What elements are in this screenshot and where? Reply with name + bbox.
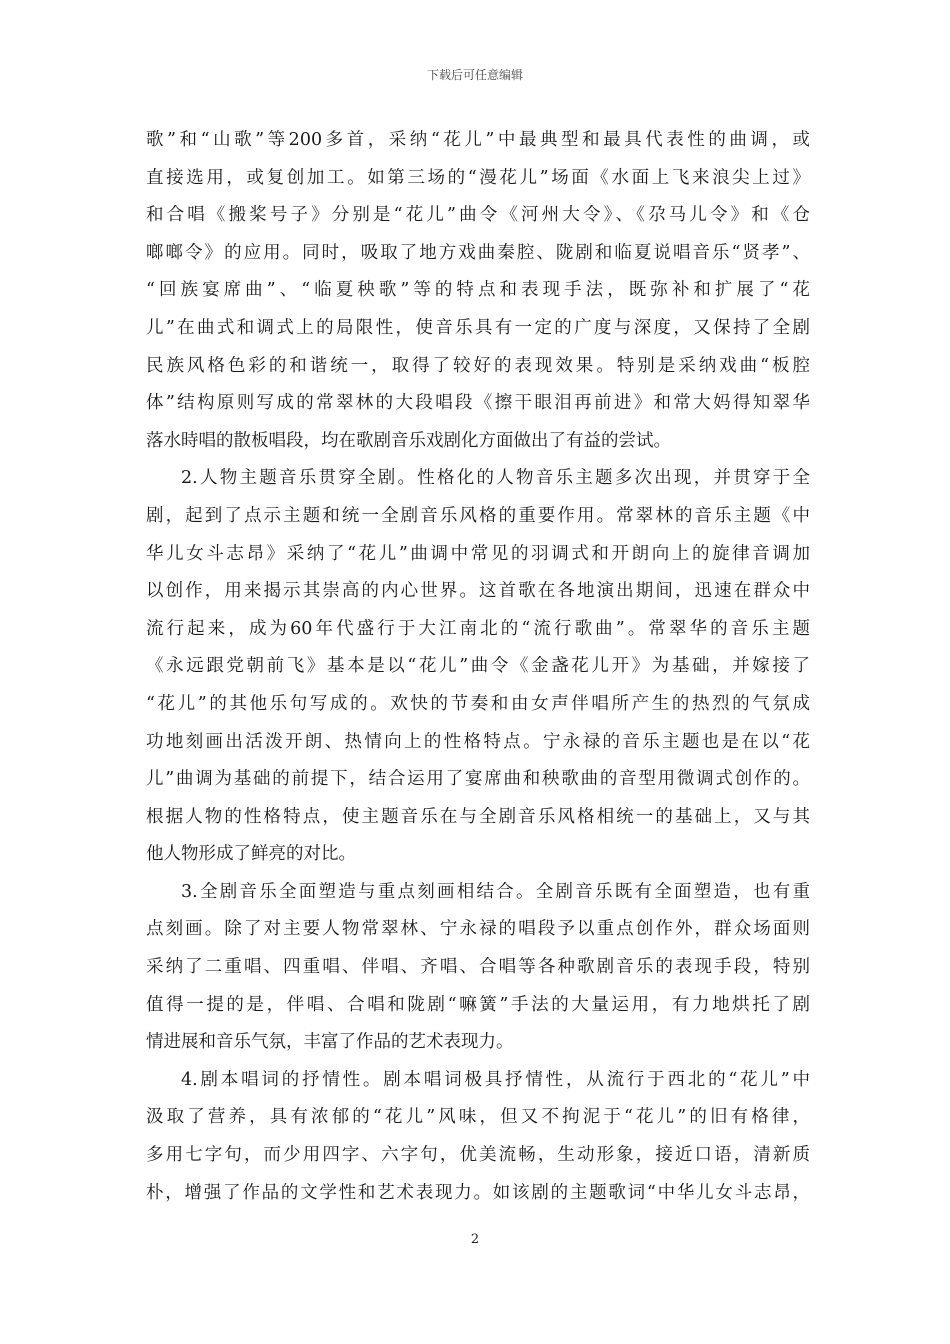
text-line: 和合唱《搬桨号子》分别是“花儿”曲令《河州大令》、《尕马儿令》和《仓 bbox=[146, 205, 810, 226]
text-line: 歌”和“山歌”等200多首，采纳“花儿”中最典型和最具代表性的曲调，或 bbox=[146, 130, 810, 150]
page-number: 2 bbox=[470, 1232, 480, 1247]
text-line: 情进展和音乐气氛，丰富了作品的艺术表现力。 bbox=[146, 1032, 514, 1053]
text-line: 以创作，用来揭示其崇高的内心世界。这首歌在各地演出期间，迅速在群众中 bbox=[146, 581, 810, 602]
text-line: 根据人物的性格特点，使主题音乐在与全剧音乐风格相统一的基础上，又与其 bbox=[146, 806, 810, 827]
text-line: 朴，增强了作品的文学性和艺术表现力。如该剧的主题歌词“中华儿女斗志昂， bbox=[146, 1182, 810, 1203]
text-line: 汲取了营养，具有浓郁的“花儿”风味，但又不拘泥于“花儿”的旧有格律， bbox=[146, 1107, 810, 1128]
text-line: 华儿女斗志昂》采纳了“花儿”曲调中常见的羽调式和开朗向上的旋律音调加 bbox=[146, 543, 810, 564]
text-line: 采纳了二重唱、四重唱、伴唱、齐唱、合唱等各种歌剧音乐的表现手段，特别 bbox=[146, 957, 810, 978]
text-line: 体”结构原则写成的常翠林的大段唱段《擦干眼泪再前进》和常大妈得知翠华 bbox=[146, 393, 810, 414]
text-line: 4.剧本唱词的抒情性。剧本唱词极具抒情性，从流行于西北的“花儿”中 bbox=[181, 1069, 810, 1090]
text-line: 落水時唱的散板唱段，均在歌剧音乐戏剧化方面做出了有益的尝试。 bbox=[146, 430, 671, 451]
text-line: 功地刻画出活泼开朗、热情向上的性格特点。宁永禄的音乐主题也是在以“花 bbox=[146, 731, 810, 752]
body-text bbox=[146, 122, 810, 1212]
text-line: 儿”在曲式和调式上的局限性，使音乐具有一定的广度与深度，又保持了全剧 bbox=[146, 317, 810, 338]
page-header: 下载后可任意编辑 bbox=[426, 68, 523, 82]
text-line: 儿”曲调为基础的前提下，结合运用了宴席曲和秧歌曲的音型用微调式创作的。 bbox=[146, 769, 810, 790]
text-line: 流行起来，成为60年代盛行于大江南北的“流行歌曲”。常翠华的音乐主题 bbox=[146, 618, 810, 639]
text-line: 他人物形成了鲜亮的对比。 bbox=[146, 844, 356, 865]
text-line: 《永远跟党朝前飞》基本是以“花儿”曲令《金盏花儿开》为基础，并嫁接了 bbox=[146, 656, 810, 677]
text-line: 剧，起到了点示主题和统一全剧音乐风格的重要作用。常翠林的音乐主题《中 bbox=[146, 505, 810, 526]
text-line: “回族宴席曲”、“临夏秧歌”等的特点和表现手法，既弥补和扩展了“花 bbox=[146, 280, 810, 301]
text-line: 2.人物主题音乐贯穿全剧。性格化的人物音乐主题多次出现，并贯穿于全 bbox=[181, 468, 810, 489]
text-line: 直接选用，或复创加工。如第三场的“漫花儿”场面《水面上飞来浪尖上过》 bbox=[146, 167, 810, 188]
text-line: 民族风格色彩的和谐统一，取得了较好的表现效果。特别是采纳戏曲“板腔 bbox=[146, 355, 810, 376]
text-line: 点刻画。除了对主要人物常翠林、宁永禄的唱段予以重点创作外，群众场面则 bbox=[146, 919, 810, 940]
text-line: 值得一提的是，伴唱、合唱和陇剧“嘛簧”手法的大量运用，有力地烘托了剧 bbox=[146, 994, 810, 1015]
text-line: 3.全剧音乐全面塑造与重点刻画相结合。全剧音乐既有全面塑造，也有重 bbox=[181, 881, 810, 902]
text-line: 多用七字句，而少用四字、六字句，优美流畅，生动形象，接近口语，清新质 bbox=[146, 1145, 810, 1166]
text-line: “花儿”的其他乐句写成的。欢快的节奏和由女声伴唱所产生的热烈的气氛成 bbox=[146, 693, 810, 714]
text-line: 啷啷令》的应用。同时，吸取了地方戏曲秦腔、陇剧和临夏说唱音乐“贤孝”、 bbox=[146, 242, 810, 263]
